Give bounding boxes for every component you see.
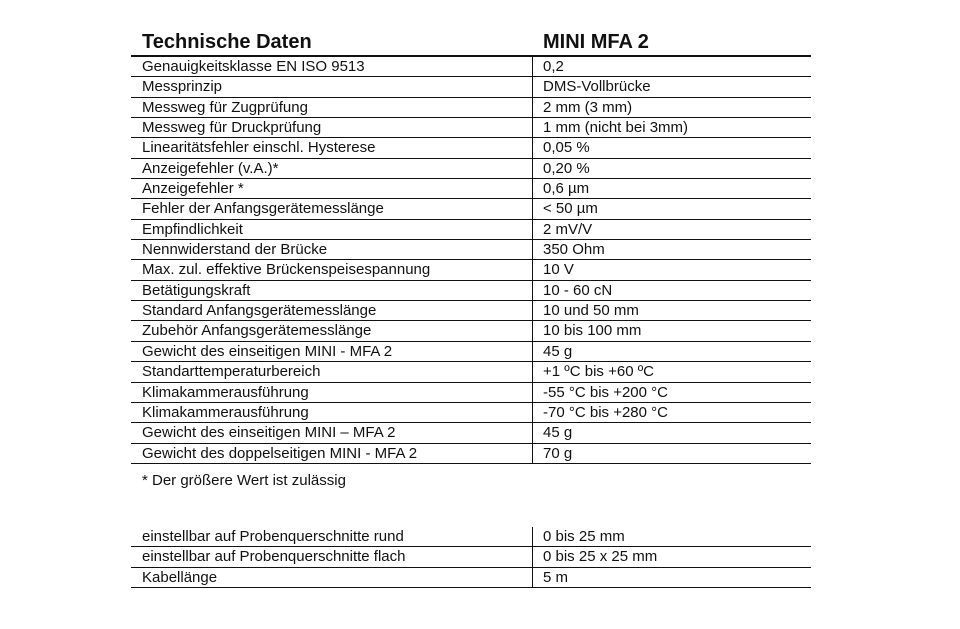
row-label: einstellbar auf Probenquerschnitte flach [142,548,406,566]
row-label: Standarttemperaturbereich [142,363,321,381]
row-value: 0,6 µm [543,180,590,198]
table-row [131,547,811,567]
row-label: Betätigungskraft [142,281,251,299]
table-row [131,423,811,443]
table-row [131,240,811,260]
row-label: Messweg für Druckprüfung [142,119,322,137]
row-value: DMS-Vollbrücke [543,78,651,96]
row-value: 45 g [543,342,573,360]
row-value: 1 mm (nicht bei 3mm) [543,119,689,137]
row-value: 10 V [543,261,574,279]
row-value: 10 bis 100 mm [543,322,642,340]
row-value: 0,20 % [543,159,590,177]
row-label: Genauigkeitsklasse EN ISO 9513 [142,58,365,75]
row-label: Standard Anfangsgerätemesslänge [142,302,377,320]
table-header [131,28,811,57]
table-row [131,159,811,179]
header-title: Technische Daten [142,31,312,53]
table-row [131,342,811,362]
row-label: Anzeigefehler (v.A.)* [142,159,279,177]
row-value: 45 g [543,424,573,442]
table-row [131,403,811,423]
row-label: Linearitätsfehler einschl. Hysterese [142,139,376,157]
row-label: Nennwiderstand der Brücke [142,241,328,259]
row-value: 2 mm (3 mm) [543,98,633,116]
table-row [131,568,811,588]
table-row [131,444,811,464]
table-row [131,179,811,199]
row-value: +1 ºC bis +60 ºC [543,363,655,381]
table-row [131,362,811,382]
row-value: 0,05 % [543,139,590,157]
row-value: -70 °C bis +280 °C [543,403,668,421]
row-value: -55 °C bis +200 °C [543,383,668,401]
row-value: < 50 µm [543,200,598,218]
table-row [131,383,811,403]
row-label: Messprinzip [142,78,223,96]
table-row [131,220,811,240]
row-value: 10 und 50 mm [543,302,639,320]
row-label: Klimakammerausführung [142,403,309,421]
row-value: 0 bis 25 x 25 mm [543,548,658,566]
row-label: Max. zul. effektive Brückenspeisespannung [142,261,431,279]
row-label: Messweg für Zugprüfung [142,98,308,116]
table-row [131,57,811,77]
row-label: Anzeigefehler * [142,180,244,198]
row-label: Klimakammerausführung [142,383,309,401]
header-product: MINI MFA 2 [543,31,649,53]
row-value: 0,2 [543,58,564,75]
table-row [131,321,811,341]
footnote: * Der größere Wert ist zulässig [142,472,346,489]
table-row [131,98,811,118]
row-label: Zubehör Anfangsgerätemesslänge [142,322,372,340]
row-label: Empfindlichkeit [142,220,243,238]
table-row [131,281,811,301]
row-label: einstellbar auf Probenquerschnitte rund [142,528,404,545]
spec-table-secondary [131,527,811,588]
table-row [131,527,811,547]
spec-table [131,57,811,464]
table-row [131,301,811,321]
row-value: 10 - 60 cN [543,281,613,299]
table-row [131,118,811,138]
row-value: 2 mV/V [543,220,593,238]
row-label: Fehler der Anfangsgerätemesslänge [142,200,384,218]
row-label: Kabellänge [142,568,218,586]
table-row [131,199,811,219]
table-row [131,77,811,97]
row-value: 350 Ohm [543,241,605,259]
table-row [131,260,811,280]
row-label: Gewicht des doppelseitigen MINI - MFA 2 [142,444,418,462]
row-value: 0 bis 25 mm [543,528,625,545]
row-label: Gewicht des einseitigen MINI – MFA 2 [142,424,396,442]
table-row [131,138,811,158]
row-value: 70 g [543,444,573,462]
row-value: 5 m [543,568,569,586]
row-label: Gewicht des einseitigen MINI - MFA 2 [142,342,393,360]
